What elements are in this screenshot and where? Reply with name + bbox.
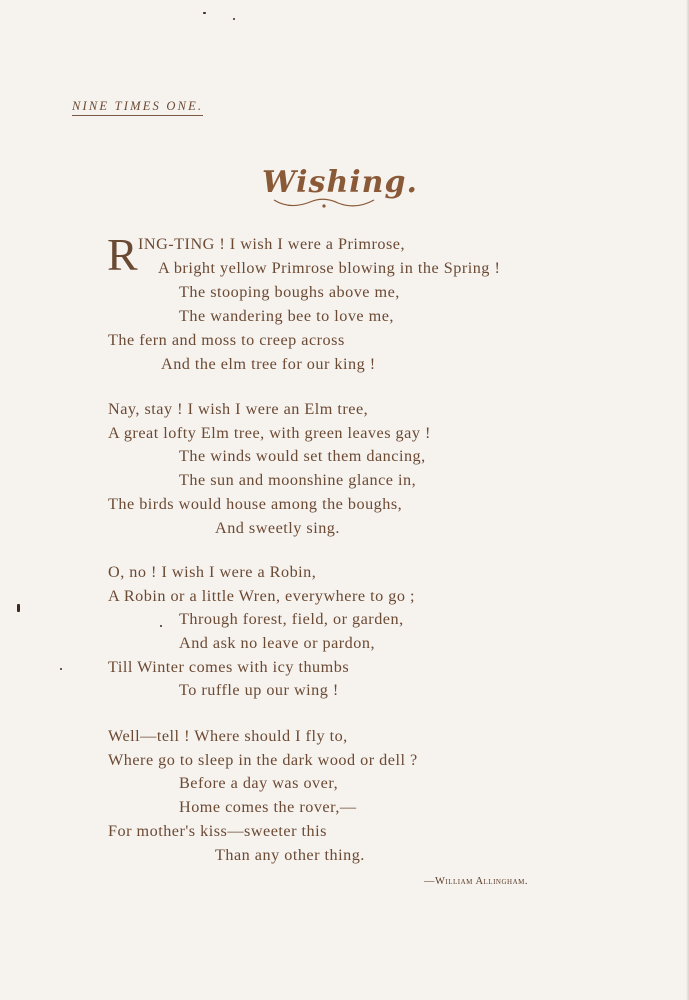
poem-line: The fern and moss to creep across bbox=[108, 331, 345, 349]
poem-line: The sun and moonshine glance in, bbox=[179, 471, 417, 489]
poem-line: For mother's kiss—sweeter this bbox=[108, 822, 327, 840]
poem-line: Before a day was over, bbox=[179, 774, 339, 792]
poem-line: And the elm tree for our king ! bbox=[161, 355, 376, 373]
poem-line: The birds would house among the boughs, bbox=[108, 495, 403, 513]
poem-line: Well—tell ! Where should I fly to, bbox=[108, 727, 348, 745]
poem-line: O, no ! I wish I were a Robin, bbox=[108, 563, 317, 581]
poem-line: Through forest, field, or garden, bbox=[179, 610, 404, 628]
poem-line: Till Winter comes with icy thumbs bbox=[108, 658, 350, 676]
poem-line: And ask no leave or pardon, bbox=[179, 634, 376, 652]
poem-line: The stooping boughs above me, bbox=[179, 283, 400, 301]
paper-speck bbox=[233, 18, 235, 20]
drop-cap: R bbox=[107, 229, 138, 280]
poem-line: The wandering bee to love me, bbox=[179, 307, 394, 325]
paper-speck bbox=[60, 668, 62, 670]
poem-line: To ruffle up our wing ! bbox=[179, 681, 339, 699]
poem-line: Where go to sleep in the dark wood or dell ? bbox=[108, 751, 418, 769]
poem-title: Wishing. bbox=[262, 165, 418, 200]
attribution: —William Allingham. bbox=[424, 876, 528, 887]
running-head: NINE TIMES ONE. bbox=[72, 99, 203, 116]
poem-line: Nay, stay ! I wish I were an Elm tree, bbox=[108, 400, 369, 418]
poem-line: A great lofty Elm tree, with green leaves gay ! bbox=[108, 424, 431, 442]
paper-speck bbox=[17, 604, 20, 612]
poem-line: A bright yellow Primrose blowing in the Spring ! bbox=[158, 259, 501, 277]
poem-line: A Robin or a little Wren, everywhere to go ; bbox=[108, 587, 415, 605]
poem-line: And sweetly sing. bbox=[215, 519, 340, 537]
poem-line: The winds would set them dancing, bbox=[179, 447, 426, 465]
paper-speck bbox=[203, 12, 206, 14]
poem-line: ING-TING ! I wish I were a Primrose, bbox=[138, 235, 406, 253]
poem-line: Than any other thing. bbox=[215, 846, 365, 864]
poem-line: Home comes the rover,— bbox=[179, 798, 357, 816]
paper-speck bbox=[160, 625, 162, 627]
